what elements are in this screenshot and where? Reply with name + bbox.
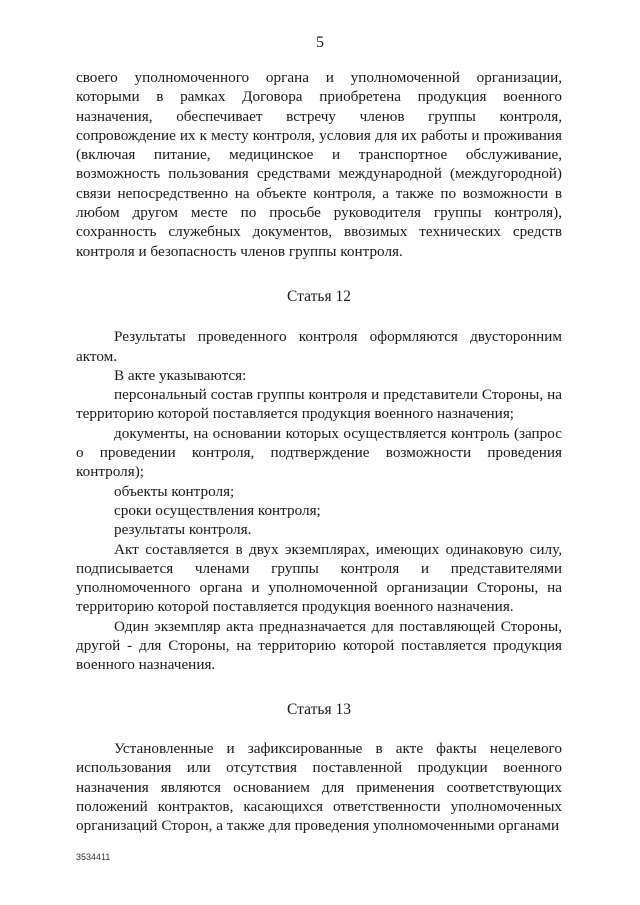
article-12-paragraph: персональный состав группы контроля и представители Стороны, на территорию которой поставляется продукция военного назначения;	[76, 386, 562, 423]
article-12-paragraph: результаты контроля.	[114, 521, 252, 539]
article-12-heading: Статья 12	[287, 287, 351, 305]
document-code: 3534411	[76, 852, 111, 862]
document-body	[76, 68, 562, 835]
article-12-paragraph: документы, на основании которых осуществляется контроль (запрос о проведении контроля, подтверждение возможности проведения контроля);	[76, 424, 562, 481]
article-12-paragraph: Акт составляется в двух экземплярах, имеющих одинаковую силу, подписывается членами группы контроля и представителями уполномоченного органа и уполномоченной организации Стороны, на территорию которой поставляется продукция военного назначения.	[76, 540, 562, 616]
article-13-heading: Статья 13	[287, 700, 351, 718]
article-12-paragraph: В акте указываются:	[114, 366, 247, 384]
article-13-paragraph: Установленные и зафиксированные в акте факты нецелевого использования или отсутствия поставленной продукции военного назначения являются основанием для применения соответствующих положений контрактов, касающихся ответственности уполномоченных организаций Сторон, а также для проведения уполномоченными органами	[76, 739, 562, 835]
paragraph-continuation: своего уполномоченного органа и уполномоченной организации, которыми в рамках Договора приобретена продукция военного назначения, обеспечивает встречу членов группы контроля, сопровождение их к месту контроля, условия для их работы и проживания (включая питание, медицинское и транспортное обслуживание, возможность пользования средствами международной (междугородной) связи непосредственно на объекте контроля, а также по возможности в любом другом месте по просьбе руководителя группы контроля), сохранность служебных документов, ввозимых технических средств контроля и безопасность членов группы контроля.	[76, 69, 562, 260]
article-12-paragraph: Один экземпляр акта предназначается для поставляющей Стороны, другой - для Стороны, на территорию которой поставляется продукция военного назначения.	[76, 617, 562, 674]
article-12-paragraph: Результаты проведенного контроля оформляются двусторонним актом.	[76, 328, 562, 365]
article-12-paragraph: сроки осуществления контроля;	[114, 501, 321, 519]
article-12-paragraph: объекты контроля;	[114, 482, 235, 500]
page-number: 5	[316, 34, 324, 51]
